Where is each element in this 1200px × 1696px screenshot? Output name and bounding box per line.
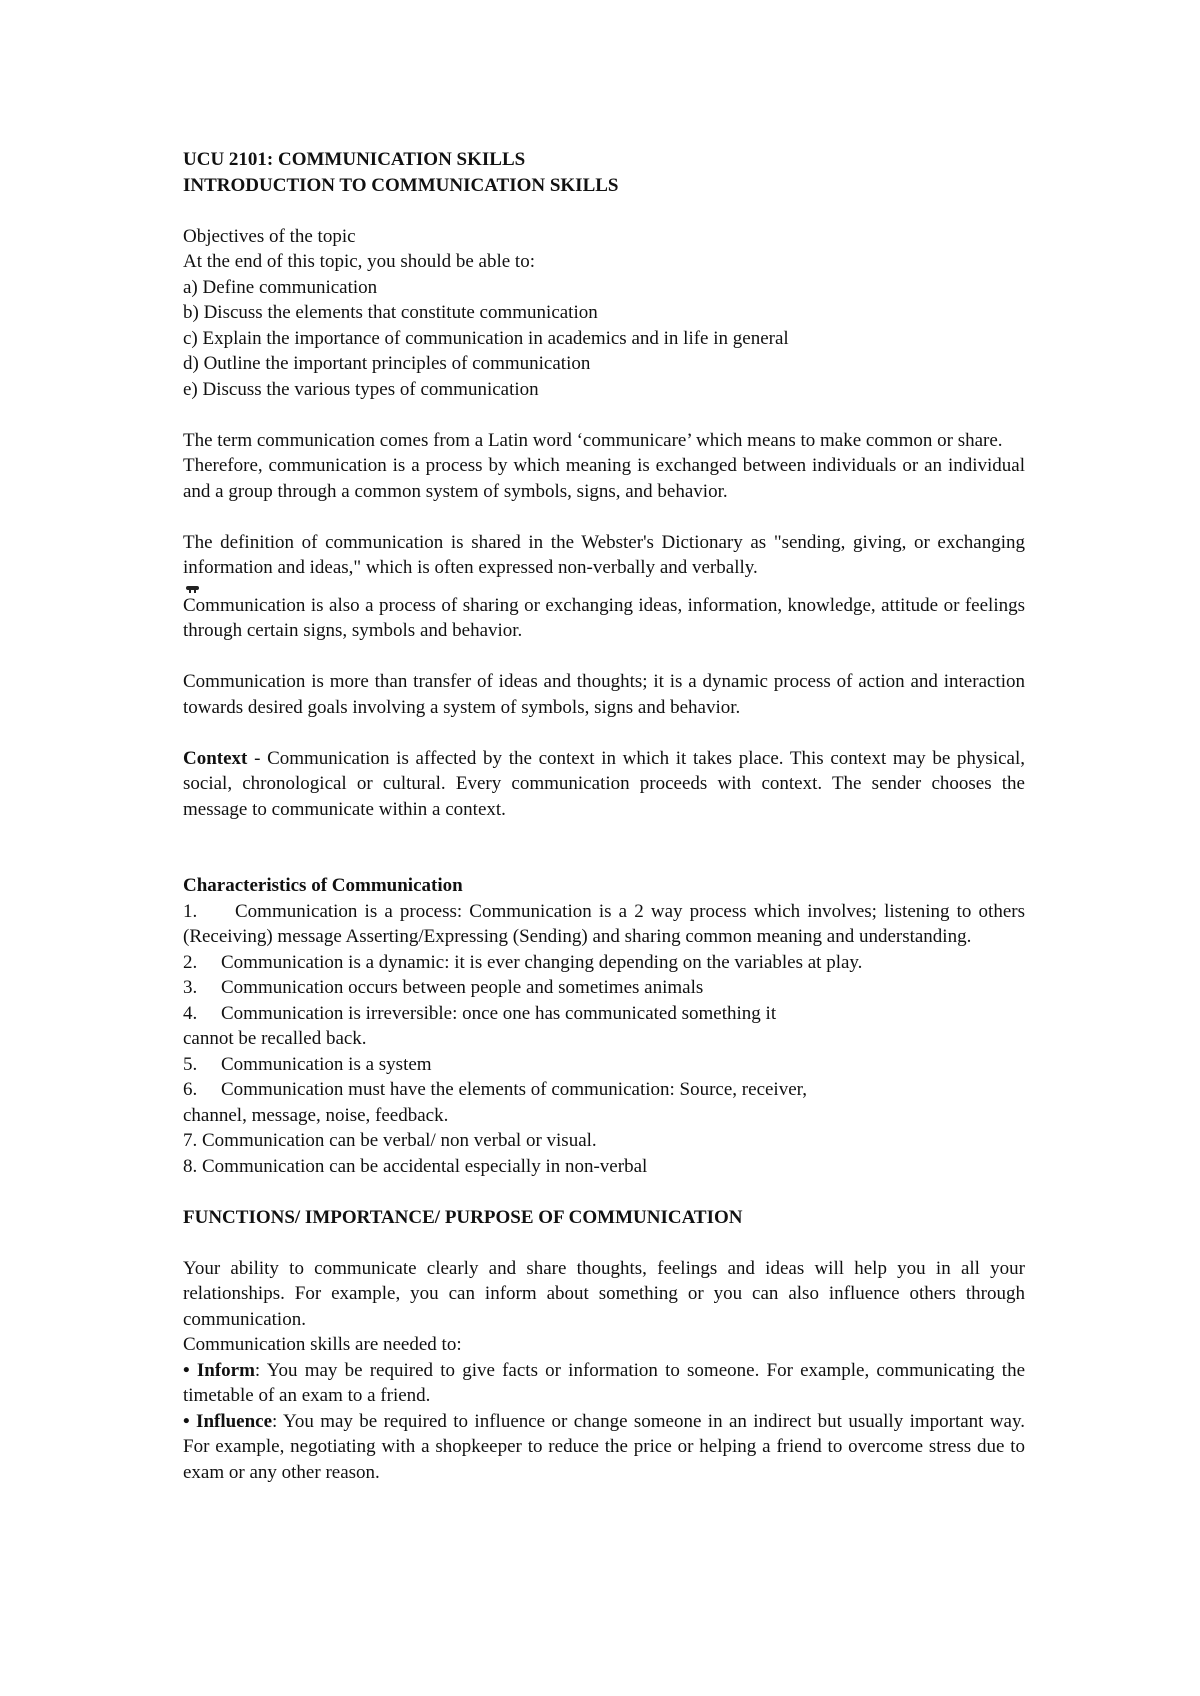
definition-paragraph: Therefore, communication is a process by which meaning is exchanged between individuals or an individual and a group through a common system of symbols, signs, and behavior. <box>183 455 1025 502</box>
item-text: Communication is a process: Communication is a 2 way process which involves; listening to others (Receiving) message Asserting/Expressing (Sending) and sharing common meaning and understanding. <box>183 900 1025 947</box>
characteristic-item <box>183 1052 1025 1078</box>
item-number: 2. <box>183 951 198 973</box>
influence-text: : You may be required to influence or change someone in an indirect but usually important way. For example, negotiating with a shopkeeper to reduce the price or helping a friend to overcome stress due to exam or any other reason. <box>183 1410 1026 1483</box>
characteristic-item <box>183 1077 1025 1103</box>
characteristic-item-continuation: channel, message, noise, feedback. <box>183 1104 449 1126</box>
characteristic-item: 7. Communication can be verbal/ non verbal or visual. <box>183 1130 597 1151</box>
context-paragraph <box>183 746 1025 823</box>
context-text: - Communication is affected by the context in which it takes place. This context may be physical, social, chronological or cultural. Every communication proceeds with context. The sender chooses the message to communicate within a context. <box>183 747 1025 820</box>
influence-bullet <box>183 1409 1025 1486</box>
characteristic-item <box>183 899 1025 950</box>
inline-glyph-icon <box>186 583 200 593</box>
objective-item: a) Define communication <box>183 276 378 298</box>
characteristic-item: 8. Communication can be accidental especially in non-verbal <box>183 1155 648 1177</box>
document-body <box>183 147 1025 1485</box>
inform-term: Inform <box>196 1359 255 1381</box>
item-text: Communication is a system <box>221 1053 432 1075</box>
bullet: • <box>183 1410 190 1432</box>
dynamic-process-paragraph: Communication is more than transfer of ideas and thoughts; it is a dynamic process of action and interaction towards desired goals involving a system of symbols, signs and behavior. <box>183 671 1025 718</box>
item-number: 3. <box>183 977 198 998</box>
characteristic-item <box>183 1001 1025 1027</box>
objective-item: e) Discuss the various types of communication <box>183 378 539 400</box>
objectives-heading: Objectives of the topic <box>183 225 356 247</box>
item-number: 5. <box>183 1053 198 1075</box>
item-text: Communication occurs between people and sometimes animals <box>221 977 704 998</box>
characteristics-heading: Characteristics of Communication <box>183 875 463 896</box>
objective-item: b) Discuss the elements that constitute communication <box>183 302 598 323</box>
item-number: 4. <box>183 1002 198 1024</box>
inform-bullet <box>183 1358 1025 1409</box>
item-text: Communication is irreversible: once one has communicated something it <box>221 1002 777 1024</box>
course-title: UCU 2101: COMMUNICATION SKILLS <box>183 149 526 170</box>
topic-title: INTRODUCTION TO COMMUNICATION SKILLS <box>183 174 619 196</box>
functions-heading: FUNCTIONS/ IMPORTANCE/ PURPOSE OF COMMUNICATION <box>183 1206 743 1228</box>
inform-text: : You may be required to give facts or information to someone. For example, communicating the timetable of an exam to a friend. <box>183 1359 1026 1406</box>
characteristic-item <box>183 975 1025 1001</box>
item-text: Communication must have the elements of communication: Source, receiver, <box>221 1079 807 1100</box>
bullet: • <box>183 1359 190 1381</box>
objective-item: c) Explain the importance of communication in academics and in life in general <box>183 327 789 349</box>
characteristic-item <box>183 950 1025 976</box>
item-number: 1. <box>183 900 198 922</box>
item-number: 6. <box>183 1079 198 1100</box>
webster-definition-paragraph: The definition of communication is shared in the Webster's Dictionary as "sending, giving, or exchanging information and ideas," which is often expressed non-verbally and verbally. <box>183 531 1025 578</box>
objectives-intro: At the end of this topic, you should be able to: <box>183 251 535 272</box>
item-text: Communication is a dynamic: it is ever changing depending on the variables at play. <box>221 951 863 973</box>
influence-term: Influence <box>196 1410 273 1432</box>
context-term: Context <box>183 747 248 769</box>
objective-item: d) Outline the important principles of communication <box>183 353 591 374</box>
functions-intro-paragraph: Your ability to communicate clearly and share thoughts, feelings and ideas will help you in all your relationships. For example, you can inform about something or you can also influence others through communication. <box>183 1257 1025 1330</box>
sharing-paragraph: Communication is also a process of sharing or exchanging ideas, information, knowledge, attitude or feelings through certain signs, symbols and behavior. <box>183 594 1025 641</box>
characteristic-item-continuation: cannot be recalled back. <box>183 1028 367 1049</box>
etymology-paragraph: The term communication comes from a Latin word ‘communicare’ which means to make common or share. <box>183 429 1003 451</box>
skills-needed-line: Communication skills are needed to: <box>183 1334 462 1355</box>
